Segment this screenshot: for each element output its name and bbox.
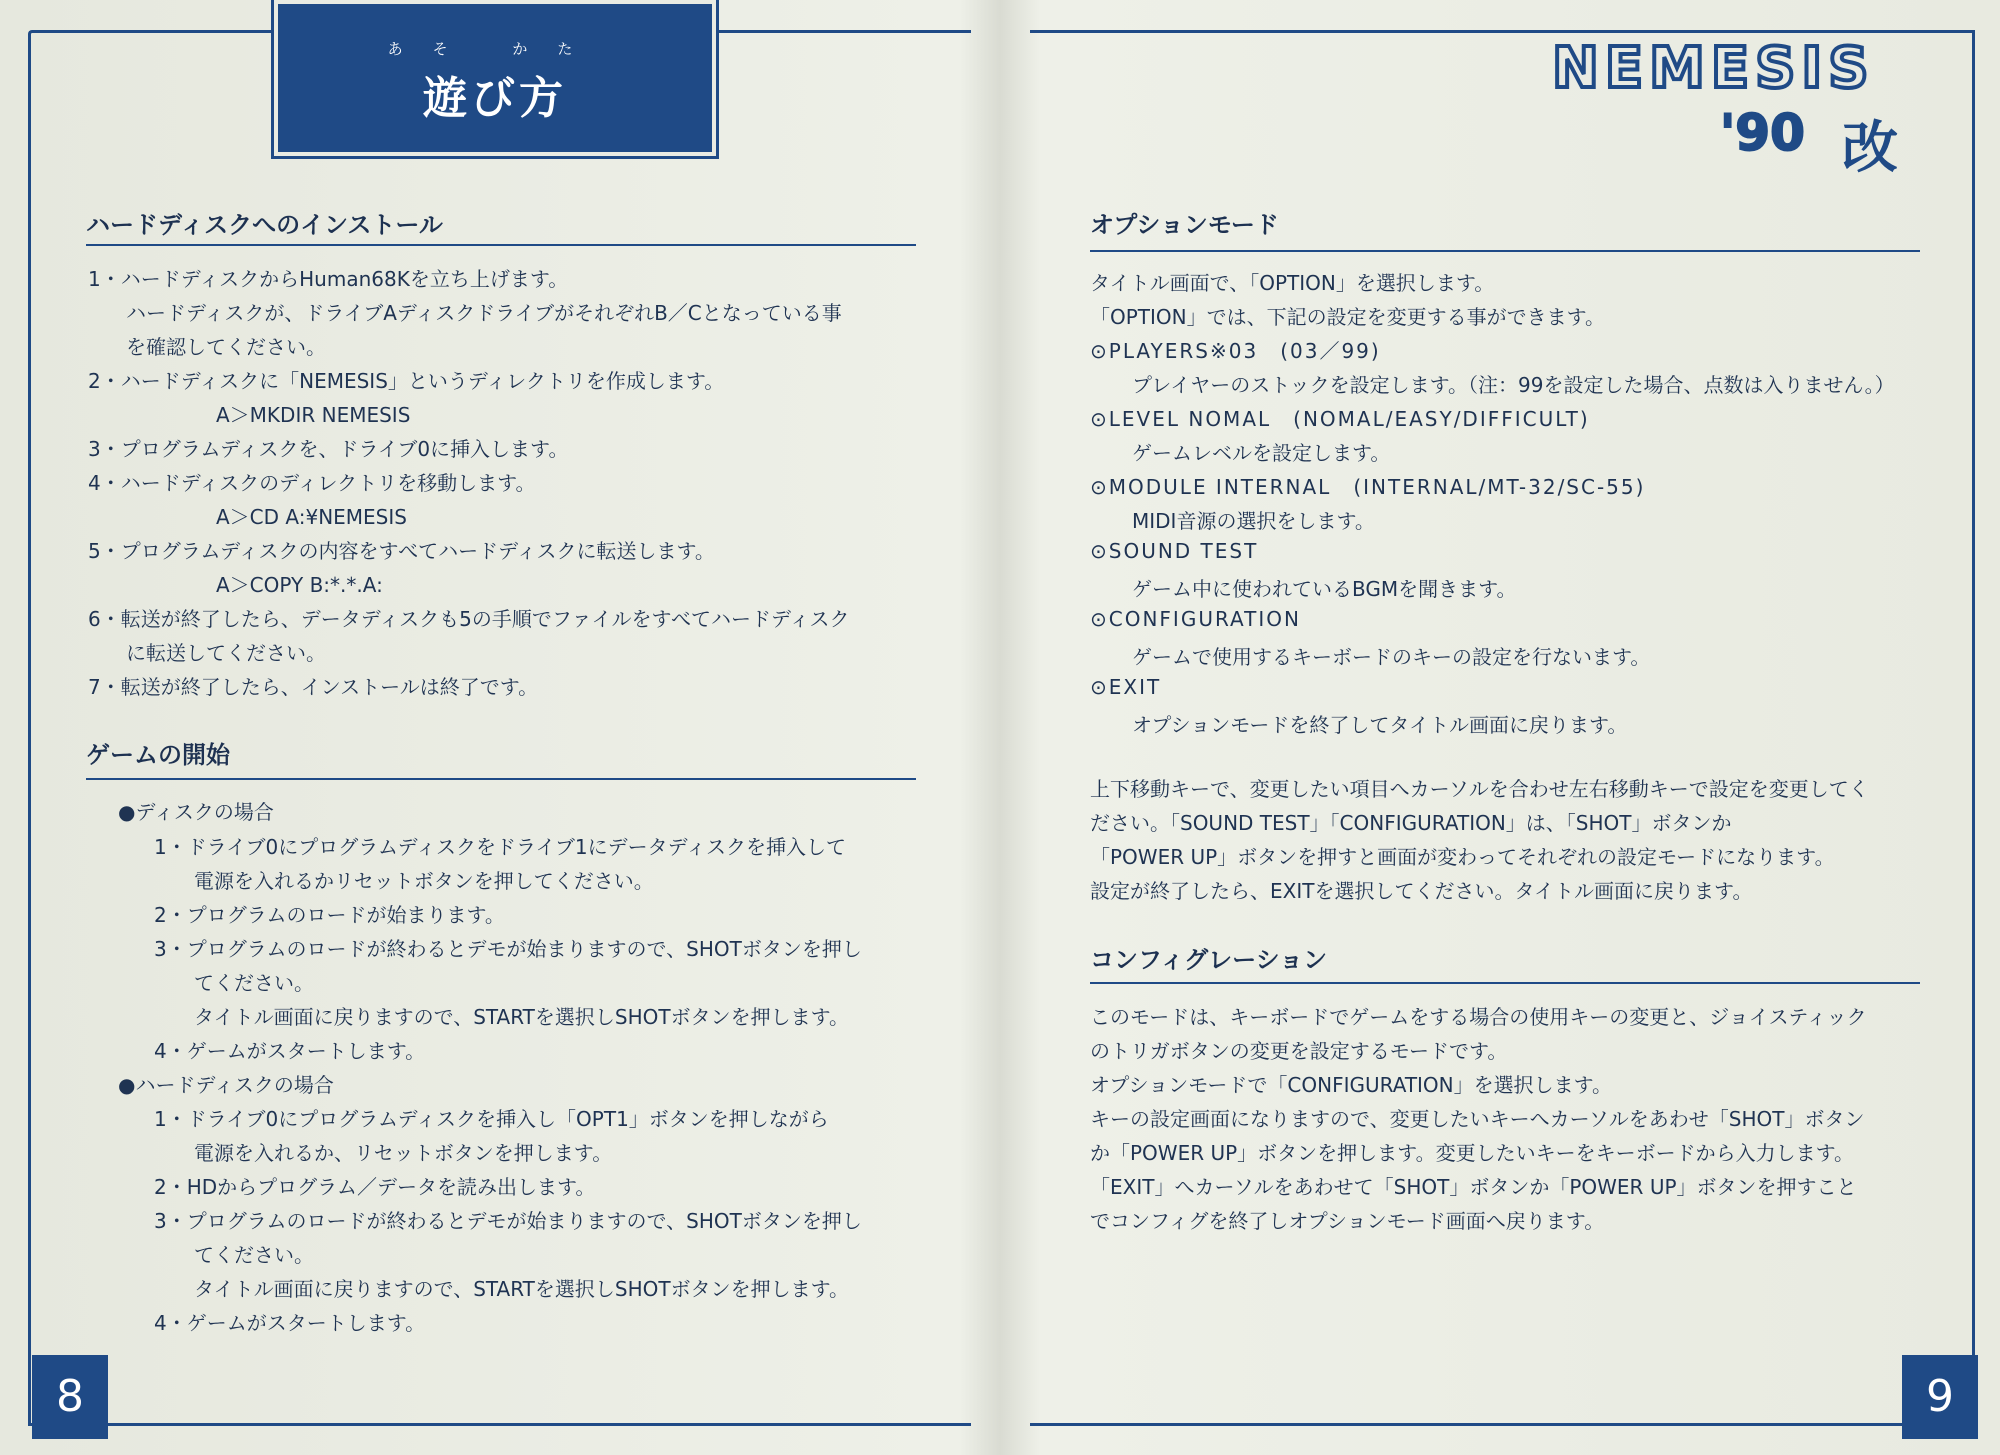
page-number: 8 (32, 1355, 108, 1439)
start-subheading: ●ディスクの場合 (118, 800, 274, 824)
start-line: 3・プログラムのロードが終わるとデモが始まりますので、SHOTボタンを押し (154, 1209, 862, 1233)
option-paragraph-line: ださい。「SOUND TEST」「CONFIGURATION」は、「SHOT」ボタンか (1090, 811, 1732, 835)
start-line: タイトル画面に戻りますので、STARTを選択しSHOTボタンを押します。 (194, 1005, 849, 1029)
section-heading-config: コンフィグレーション (1090, 946, 1328, 974)
install-line: 6・転送が終了したら、データディスクも5の手順でファイルをすべてハードディスク (88, 607, 850, 631)
start-line: 電源を入れるか、リセットボタンを押します。 (194, 1141, 613, 1165)
section-rule-start (86, 778, 916, 780)
option-description: ゲーム中に使われているBGMを聞きます。 (1132, 577, 1517, 601)
install-line: ハードディスクが、ドライブAディスクドライブがそれぞれB／Cとなっている事 (126, 301, 842, 325)
option-description: オプションモードを終了してタイトル画面に戻ります。 (1132, 713, 1628, 737)
start-line: 電源を入れるかリセットボタンを押してください。 (194, 869, 654, 893)
install-command: A＞MKDIR NEMESIS (216, 403, 411, 427)
config-line: のトリガボタンの変更を設定するモードです。 (1090, 1039, 1508, 1063)
page-number: 9 (1902, 1355, 1978, 1439)
install-line: 3・プログラムディスクを、ドライブ0に挿入します。 (88, 437, 569, 461)
option-item: ⊙MODULE INTERNAL (INTERNAL/MT-32/SC-55) (1090, 475, 1646, 499)
start-line: 3・プログラムのロードが終わるとデモが始まりますので、SHOTボタンを押し (154, 937, 862, 961)
option-paragraph-line: 「POWER UP」ボタンを押すと画面が変わってそれぞれの設定モードになります。 (1090, 845, 1835, 869)
option-paragraph-line: 設定が終了したら、EXITを選択してください。タイトル画面に戻ります。 (1090, 879, 1753, 903)
start-line: 2・プログラムのロードが始まります。 (154, 903, 505, 927)
config-line: キーの設定画面になりますので、変更したいキーへカーソルをあわせ「SHOT」ボタン (1090, 1107, 1865, 1131)
start-line: 4・ゲームがスタートします。 (154, 1311, 426, 1335)
section-heading-install: ハードディスクへのインストール (86, 211, 443, 239)
install-line: 1・ハードディスクからHuman68Kを立ち上げます。 (88, 267, 569, 291)
header-title-ruby: あそ かた (387, 40, 603, 58)
option-description: ゲームで使用するキーボードのキーの設定を行ないます。 (1132, 645, 1651, 669)
option-item: ⊙LEVEL NOMAL (NOMAL/EASY/DIFFICULT) (1090, 407, 1590, 431)
section-rule-config (1090, 982, 1920, 984)
option-item: ⊙SOUND TEST (1090, 539, 1259, 563)
logo-year-text: '90 (1720, 104, 1805, 162)
config-line: 「EXIT」へカーソルをあわせて「SHOT」ボタンか「POWER UP」ボタンを押すこと (1090, 1175, 1857, 1199)
section-rule-option (1090, 250, 1920, 252)
start-line: タイトル画面に戻りますので、STARTを選択しSHOTボタンを押します。 (194, 1277, 849, 1301)
page-title: 遊び方 (423, 73, 567, 124)
logo-main-text: NEMESIS (1552, 36, 1875, 101)
install-line: 4・ハードディスクのディレクトリを移動します。 (88, 471, 536, 495)
start-line: 1・ドライブ0にプログラムディスクを挿入し「OPT1」ボタンを押しながら (154, 1107, 829, 1131)
section-heading-start: ゲームの開始 (86, 741, 230, 769)
start-line: 1・ドライブ0にプログラムディスクをドライブ1にデータディスクを挿入して (154, 835, 846, 859)
header-title-box (274, 0, 716, 156)
install-line: 2・ハードディスクに「NEMESIS」というディレクトリを作成します。 (88, 369, 725, 393)
game-logo (1552, 18, 1954, 181)
logo-kai-text: 改 (1842, 116, 1898, 181)
install-line: 5・プログラムディスクの内容をすべてハードディスクに転送します。 (88, 539, 715, 563)
config-line: このモードは、キーボードでゲームをする場合の使用キーの変更と、ジョイスティック (1090, 1005, 1867, 1029)
start-subheading: ●ハードディスクの場合 (118, 1073, 334, 1097)
start-line: てください。 (194, 1243, 314, 1267)
option-item: ⊙PLAYERS※03 (03／99) (1090, 339, 1381, 363)
section-heading-option: オプションモード (1090, 211, 1279, 239)
option-item: ⊙EXIT (1090, 675, 1162, 699)
install-line: 7・転送が終了したら、インストールは終了です。 (88, 675, 539, 699)
start-line: てください。 (194, 971, 314, 995)
config-line: オプションモードで「CONFIGURATION」を選択します。 (1090, 1073, 1613, 1097)
start-line: 2・HDからプログラム／データを読み出します。 (154, 1175, 596, 1199)
install-line: を確認してください。 (126, 335, 326, 359)
option-description: プレイヤーのストックを設定します。（注：99を設定した場合、点数は入りません。） (1132, 373, 1895, 397)
section-rule-install (86, 244, 916, 246)
config-line: か「POWER UP」ボタンを押します。変更したいキーをキーボードから入力します。 (1090, 1141, 1854, 1165)
install-line: に転送してください。 (126, 641, 326, 665)
option-line: タイトル画面で、「OPTION」を選択します。 (1090, 271, 1495, 295)
start-line: 4・ゲームがスタートします。 (154, 1039, 426, 1063)
option-paragraph-line: 上下移動キーで、変更したい項目へカーソルを合わせ左右移動キーで設定を変更してく (1090, 777, 1869, 801)
install-command: A＞CD A:¥NEMESIS (216, 505, 407, 529)
config-line: でコンフィグを終了しオプションモード画面へ戻ります。 (1090, 1209, 1605, 1233)
option-description: MIDI音源の選択をします。 (1132, 509, 1375, 533)
option-description: ゲームレベルを設定します。 (1132, 441, 1391, 465)
option-line: 「OPTION」では、下記の設定を変更する事ができます。 (1090, 305, 1606, 329)
option-item: ⊙CONFIGURATION (1090, 607, 1301, 631)
install-command: A＞COPY B:*.*.A: (216, 573, 383, 597)
